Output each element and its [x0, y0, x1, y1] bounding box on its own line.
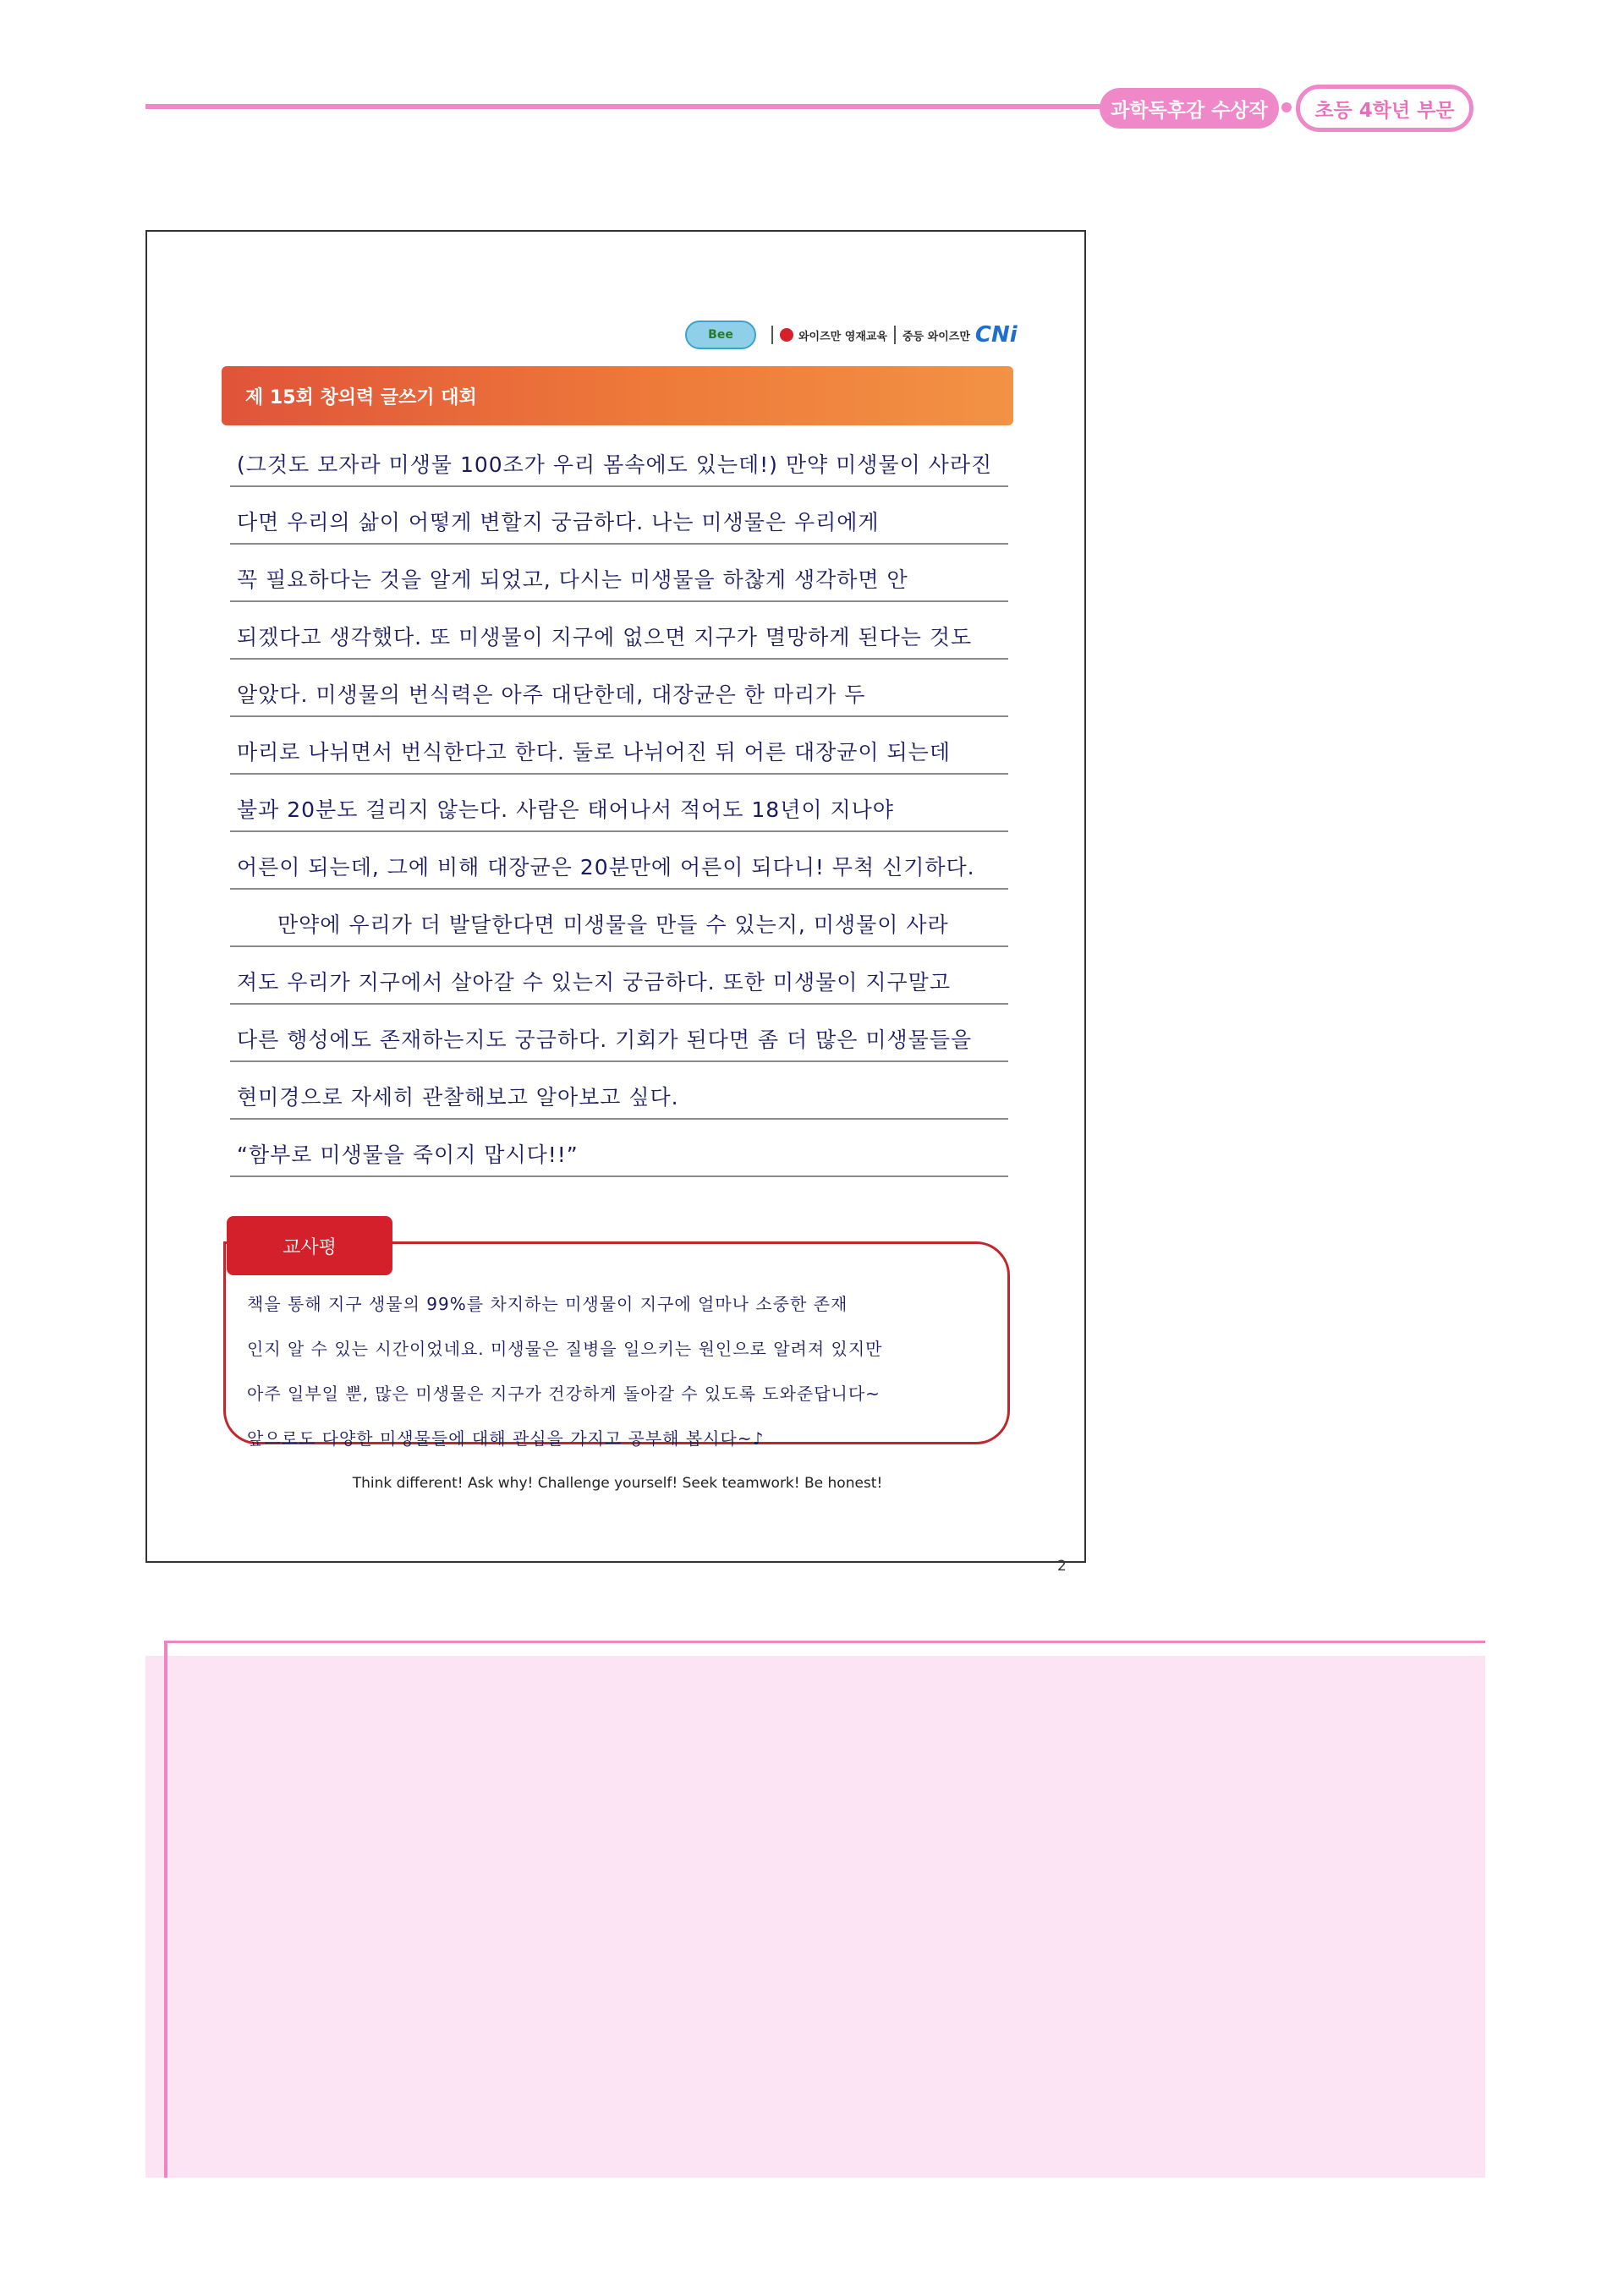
org1-name: 와이즈만 영재교육 — [798, 330, 887, 343]
section-label-pill: 과학독후감 수상작 — [1100, 88, 1279, 129]
comment-line: 아주 일부일 뿐, 많은 미생물은 지구가 건강하게 돌아갈 수 있도록 도와준답니다~ — [247, 1384, 881, 1404]
logo-separator — [771, 326, 773, 344]
bottom-panel-left-line — [164, 1641, 167, 2178]
scanned-essay-page — [145, 230, 1086, 1563]
essay-line: 알았다. 미생물의 번식력은 아주 대단한데, 대장균은 한 마리가 두 — [230, 660, 1008, 717]
essay-line: 다른 행성에도 존재하는지도 궁금하다. 기회가 된다면 좀 더 많은 미생물들을 — [230, 1005, 1008, 1062]
essay-line: (그것도 모자라 미생물 100조가 우리 몸속에도 있는데!) 만약 미생물이 사라진 — [230, 430, 1008, 487]
bee-logo: Bee — [685, 321, 756, 349]
motto-text: Think different! Ask why! Challenge yourself! Seek teamwork! Be honest! — [352, 1475, 883, 1492]
essay-line: 다면 우리의 삶이 어떻게 변할지 궁금하다. 나는 미생물은 우리에게 — [230, 487, 1008, 545]
essay-line: 불과 20분도 걸리지 않는다. 사람은 태어나서 적어도 18년이 지나야 — [230, 775, 1008, 832]
bottom-panel-top-line — [166, 1641, 1485, 1643]
comment-line: 앞으로도 다양한 미생물들에 대해 관심을 가지고 공부해 봅시다~♪ — [247, 1428, 765, 1449]
essay-line: 만약에 우리가 더 발달한다면 미생물을 만들 수 있는지, 미생물이 사라 — [230, 890, 1008, 947]
essay-line: 꼭 필요하다는 것을 알게 되었고, 다시는 미생물을 하찮게 생각하면 안 — [230, 545, 1008, 602]
header-line — [145, 104, 1110, 109]
sponsor-logos — [685, 315, 1150, 355]
org2-name: 중등 와이즈만 — [903, 330, 970, 343]
essay-line: 되겠다고 생각했다. 또 미생물이 지구에 없으면 지구가 멸망하게 된다는 것도 — [230, 602, 1008, 660]
grade-label-pill: 초등 4학년 부문 — [1296, 85, 1473, 132]
wiseman-logo-icon — [780, 328, 793, 342]
bottom-panel — [145, 1656, 1485, 2178]
contest-banner: 제 15회 창의력 글쓰기 대회 — [222, 366, 1013, 425]
header-dot — [1281, 102, 1292, 112]
essay-line: 어른이 되는데, 그에 비해 대장균은 20분만에 어른이 되다니! 무척 신기하다. — [230, 832, 1008, 890]
essay-line: 현미경으로 자세히 관찰해보고 알아보고 싶다. — [230, 1062, 1008, 1120]
comment-line: 책을 통해 지구 생물의 99%를 차지하는 미생물이 지구에 얼마나 소중한 존재 — [247, 1294, 848, 1314]
teacher-comment-text — [247, 1280, 991, 1460]
essay-line: 마리로 나뉘면서 번식한다고 한다. 둘로 나뉘어진 뒤 어른 대장균이 되는데 — [230, 717, 1008, 775]
essay-line: “함부로 미생물을 죽이지 맙시다!!” — [230, 1120, 1008, 1177]
comment-line: 인지 알 수 있는 시간이었네요. 미생물은 질병을 일으키는 원인으로 알려져 있지만 — [247, 1339, 883, 1359]
essay-text — [230, 430, 1008, 1177]
page-number: 2 — [1057, 1558, 1067, 1575]
teacher-comment-tab: 교사평 — [227, 1216, 392, 1275]
logo-separator — [894, 326, 896, 344]
essay-line: 져도 우리가 지구에서 살아갈 수 있는지 궁금하다. 또한 미생물이 지구말고 — [230, 947, 1008, 1005]
cni-logo: CNi — [974, 322, 1018, 348]
